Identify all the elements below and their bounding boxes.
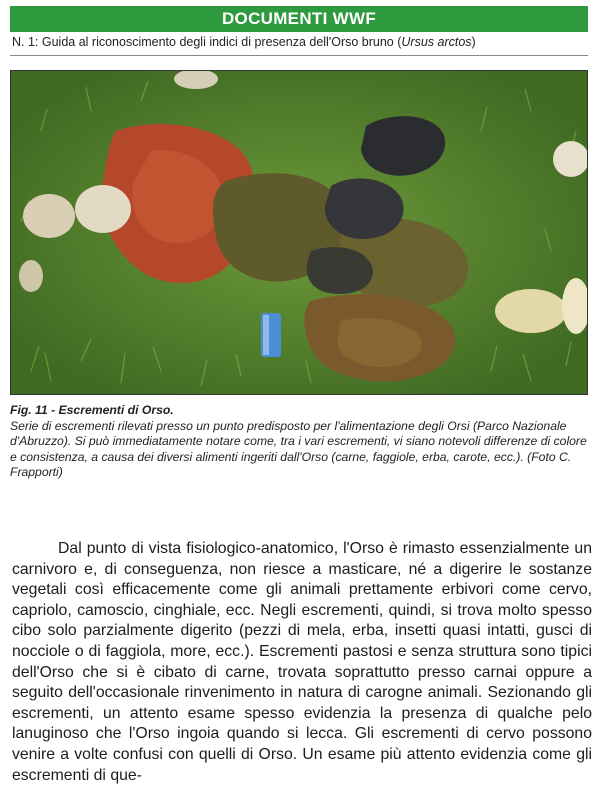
stone xyxy=(75,185,131,233)
photo-illustration xyxy=(11,71,587,394)
stone xyxy=(23,194,75,238)
subtitle-prefix: N. 1: Guida al riconoscimento degli indici di presenza dell'Orso bruno ( xyxy=(12,35,402,49)
figure-caption-text: Serie di escrementi rilevati presso un punto predisposto per l'alimentazione degli Orsi (Parco Nazionale d'Abruzzo). Si può immediatamente notare come, tra i vari escrementi, vi siano notevoli differenze di colore e consistenza, a causa dei diversi alimenti ingeriti dall'Orso (carne, faggiole, erba, carote, ecc.). (Foto C. Frapporti) xyxy=(10,418,587,480)
bear-scat-photo xyxy=(10,70,588,395)
header-band xyxy=(10,6,588,32)
body-paragraph xyxy=(12,539,592,786)
section-title: DOCUMENTI WWF xyxy=(221,9,377,28)
subtitle-suffix: ) xyxy=(471,35,476,49)
stone xyxy=(495,289,567,333)
document-subtitle xyxy=(12,35,592,49)
header-divider xyxy=(10,55,588,56)
species-name: Ursus arctos xyxy=(401,35,472,49)
figure-caption xyxy=(10,403,590,481)
stone xyxy=(19,260,43,292)
body-paragraph-text: Dal punto di vista fisiologico-anatomico, l'Orso è rimasto essenzialmente un carnivoro e, di conseguenza, non riesce a masticare, né a digerire le sostanze vegetali così efficacemente come gli animali prettamente erbivori come cervo, capriolo, camoscio, cinghiale, ecc. Negli escrementi, quindi, si trova molto spesso cibo solo parzialmente digerito (pezzi di mela, erba, insetti quasi intatti, gusci di nocciole o di faggiola, more, ecc.). Escrementi pastosi e senza struttura sono tipici dell'Orso che si è cibato di carne, trovata soprattutto presso carnai oppure a seguito dell'occasionale rinvenimento in natura di carogne animali. Sezionando gli escrementi, un attento esame spesso evidenzia la presenza di qualche pelo lanuginoso che l'Orso ingoia quando si lecca. Gli escrementi di cervo possono venire a volte confusi con quelli di Orso. Un esame più attento evidenzia come gli escrementi di que- xyxy=(12,540,592,784)
figure-title: Fig. 11 - Escrementi di Orso. xyxy=(10,403,174,417)
